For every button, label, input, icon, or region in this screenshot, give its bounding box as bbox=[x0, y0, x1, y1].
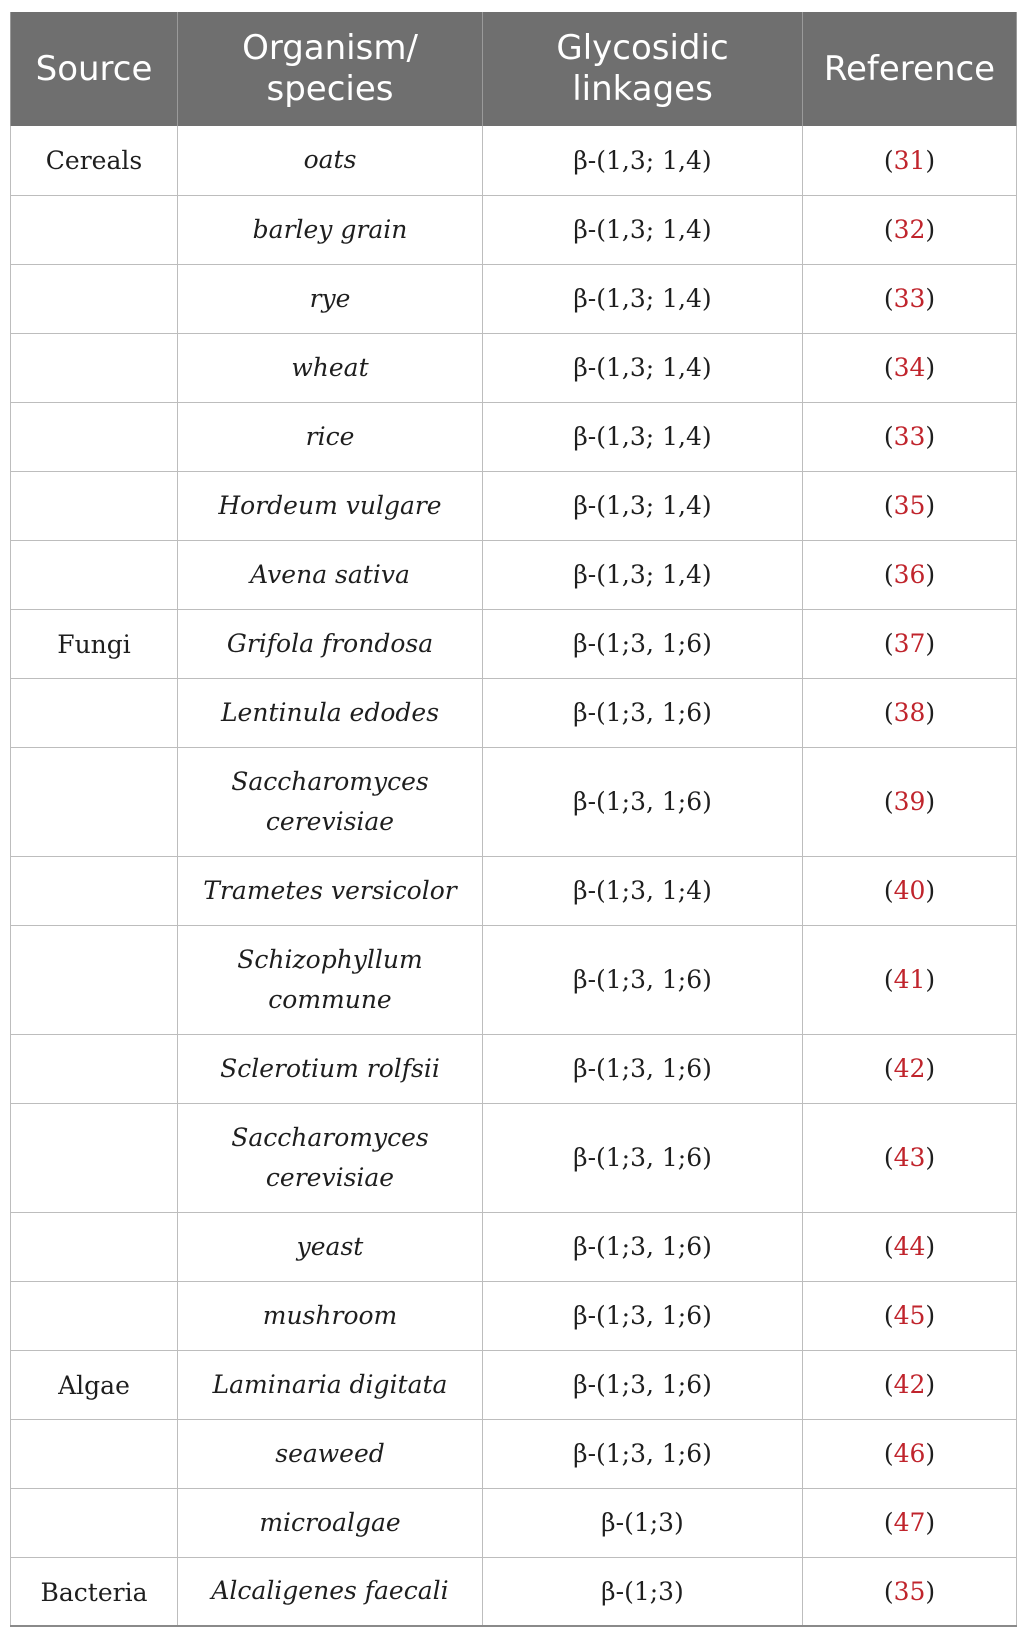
organism-line1: oats bbox=[303, 145, 357, 175]
organism-line1: Saccharomyces bbox=[231, 766, 429, 796]
source-cell bbox=[11, 1034, 178, 1103]
reference-link[interactable]: 42 bbox=[893, 1054, 926, 1083]
linkage-cell: β-(1;3, 1;6) bbox=[483, 747, 803, 856]
organism-line1: barley grain bbox=[252, 214, 408, 244]
organism-line2: cerevisiae bbox=[265, 1162, 395, 1192]
organism-line2: cerevisiae bbox=[265, 806, 395, 836]
organism-line1: rice bbox=[305, 421, 355, 451]
table-row bbox=[11, 1034, 1017, 1103]
table-row bbox=[11, 126, 1017, 195]
ref-close-paren: ) bbox=[925, 629, 936, 658]
ref-close-paren: ) bbox=[925, 284, 936, 313]
header-row bbox=[11, 12, 1017, 126]
reference-cell bbox=[803, 1557, 1017, 1626]
reference-link[interactable]: 46 bbox=[893, 1439, 926, 1468]
ref-close-paren: ) bbox=[925, 560, 936, 589]
ref-open-paren: ( bbox=[883, 1576, 894, 1606]
organism-cell bbox=[178, 333, 483, 402]
reference-link[interactable]: 47 bbox=[893, 1508, 926, 1537]
reference-link[interactable]: 33 bbox=[893, 284, 926, 313]
organism-cell bbox=[178, 402, 483, 471]
ref-open-paren: ( bbox=[883, 1232, 894, 1261]
reference-cell bbox=[803, 1419, 1017, 1488]
reference-cell bbox=[803, 333, 1017, 402]
ref-close-paren: ) bbox=[925, 1439, 936, 1468]
table-row bbox=[11, 925, 1017, 1034]
table-row bbox=[11, 747, 1017, 856]
organism-line1: microalgae bbox=[259, 1507, 401, 1537]
table-row bbox=[11, 540, 1017, 609]
linkage-cell: β-(1;3, 1;6) bbox=[483, 1212, 803, 1281]
ref-open-paren: ( bbox=[883, 353, 894, 382]
ref-open-paren: ( bbox=[883, 1439, 894, 1468]
organism-cell bbox=[178, 471, 483, 540]
reference-cell bbox=[803, 126, 1017, 195]
header-reference: Reference bbox=[803, 12, 1017, 126]
reference-link[interactable]: 35 bbox=[893, 491, 926, 520]
linkage-cell: β-(1;3, 1;6) bbox=[483, 1103, 803, 1212]
organism-cell bbox=[178, 126, 483, 195]
source-cell bbox=[11, 925, 178, 1034]
reference-link[interactable]: 33 bbox=[893, 422, 926, 451]
source-cell: Bacteria bbox=[11, 1557, 178, 1626]
ref-close-paren: ) bbox=[925, 353, 936, 382]
reference-link[interactable]: 37 bbox=[893, 629, 926, 658]
header-linkages-line2: linkages bbox=[572, 69, 713, 109]
reference-link[interactable]: 43 bbox=[893, 1143, 926, 1172]
ref-open-paren: ( bbox=[883, 629, 894, 658]
reference-cell bbox=[803, 925, 1017, 1034]
organism-cell bbox=[178, 747, 483, 856]
reference-link[interactable]: 45 bbox=[893, 1301, 926, 1330]
table-row bbox=[11, 1557, 1017, 1626]
organism-cell bbox=[178, 1350, 483, 1419]
reference-cell bbox=[803, 402, 1017, 471]
table-row bbox=[11, 195, 1017, 264]
reference-cell bbox=[803, 540, 1017, 609]
table-row bbox=[11, 1281, 1017, 1350]
table-row bbox=[11, 333, 1017, 402]
linkage-cell: β-(1;3, 1;6) bbox=[483, 1350, 803, 1419]
linkage-cell: β-(1,3; 1,4) bbox=[483, 333, 803, 402]
header-organism-line1: Organism/ bbox=[242, 28, 418, 68]
linkage-cell: β-(1,3; 1,4) bbox=[483, 195, 803, 264]
source-cell bbox=[11, 1488, 178, 1557]
reference-cell bbox=[803, 264, 1017, 333]
ref-open-paren: ( bbox=[883, 145, 894, 175]
organism-line1: Sclerotium rolfsii bbox=[220, 1053, 440, 1083]
ref-open-paren: ( bbox=[883, 1370, 894, 1399]
source-cell: Fungi bbox=[11, 609, 178, 678]
ref-open-paren: ( bbox=[883, 215, 894, 244]
linkage-cell: β-(1;3) bbox=[483, 1488, 803, 1557]
linkage-cell: β-(1,3; 1,4) bbox=[483, 264, 803, 333]
table-row bbox=[11, 1103, 1017, 1212]
organism-cell bbox=[178, 1212, 483, 1281]
table-row bbox=[11, 264, 1017, 333]
ref-close-paren: ) bbox=[925, 491, 936, 520]
table-row bbox=[11, 1488, 1017, 1557]
source-cell bbox=[11, 1212, 178, 1281]
ref-close-paren: ) bbox=[925, 1508, 936, 1537]
ref-open-paren: ( bbox=[883, 1143, 894, 1172]
linkage-cell: β-(1,3; 1,4) bbox=[483, 402, 803, 471]
source-cell bbox=[11, 333, 178, 402]
reference-cell bbox=[803, 1212, 1017, 1281]
linkage-cell: β-(1;3, 1;6) bbox=[483, 678, 803, 747]
reference-link[interactable]: 38 bbox=[893, 698, 926, 727]
ref-open-paren: ( bbox=[883, 422, 894, 451]
ref-open-paren: ( bbox=[883, 1054, 894, 1083]
organism-cell bbox=[178, 856, 483, 925]
source-cell bbox=[11, 195, 178, 264]
organism-cell bbox=[178, 609, 483, 678]
ref-open-paren: ( bbox=[883, 965, 894, 994]
linkage-cell: β-(1;3, 1;6) bbox=[483, 609, 803, 678]
linkage-cell: β-(1;3, 1;4) bbox=[483, 856, 803, 925]
reference-cell bbox=[803, 195, 1017, 264]
source-cell bbox=[11, 264, 178, 333]
organism-cell bbox=[178, 1488, 483, 1557]
reference-cell bbox=[803, 678, 1017, 747]
organism-cell bbox=[178, 195, 483, 264]
linkage-cell: β-(1;3, 1;6) bbox=[483, 925, 803, 1034]
organism-cell bbox=[178, 1034, 483, 1103]
ref-open-paren: ( bbox=[883, 491, 894, 520]
ref-close-paren: ) bbox=[925, 1301, 936, 1330]
organism-line1: yeast bbox=[296, 1231, 364, 1261]
organism-line2: commune bbox=[268, 984, 392, 1014]
header-organism-line2: species bbox=[266, 69, 394, 109]
organism-cell bbox=[178, 264, 483, 333]
linkage-cell: β-(1;3, 1;6) bbox=[483, 1034, 803, 1103]
source-cell bbox=[11, 1103, 178, 1212]
ref-open-paren: ( bbox=[883, 560, 894, 589]
reference-cell bbox=[803, 1281, 1017, 1350]
ref-close-paren: ) bbox=[925, 698, 936, 727]
ref-close-paren: ) bbox=[925, 787, 936, 816]
organism-line1: Hordeum vulgare bbox=[218, 490, 442, 520]
reference-link[interactable]: 31 bbox=[893, 145, 926, 175]
ref-open-paren: ( bbox=[883, 787, 894, 816]
source-cell bbox=[11, 856, 178, 925]
linkage-cell: β-(1,3; 1,4) bbox=[483, 471, 803, 540]
source-cell bbox=[11, 747, 178, 856]
organism-cell bbox=[178, 678, 483, 747]
ref-close-paren: ) bbox=[925, 876, 936, 905]
organism-line1: Schizophyllum bbox=[237, 944, 423, 974]
reference-link[interactable]: 44 bbox=[893, 1232, 926, 1261]
organism-line1: seaweed bbox=[275, 1438, 385, 1468]
organism-line1: mushroom bbox=[262, 1300, 398, 1330]
reference-link[interactable]: 42 bbox=[893, 1370, 926, 1399]
organism-line1: wheat bbox=[291, 352, 369, 382]
ref-close-paren: ) bbox=[925, 1232, 936, 1261]
table-row bbox=[11, 609, 1017, 678]
reference-cell bbox=[803, 1488, 1017, 1557]
organism-cell bbox=[178, 925, 483, 1034]
organism-cell bbox=[178, 1281, 483, 1350]
reference-cell bbox=[803, 1350, 1017, 1419]
table-row bbox=[11, 471, 1017, 540]
organism-cell bbox=[178, 1557, 483, 1626]
ref-open-paren: ( bbox=[883, 698, 894, 727]
source-cell bbox=[11, 471, 178, 540]
source-cell bbox=[11, 540, 178, 609]
ref-close-paren: ) bbox=[925, 965, 936, 994]
ref-close-paren: ) bbox=[925, 1576, 936, 1606]
ref-close-paren: ) bbox=[925, 215, 936, 244]
table-body bbox=[11, 126, 1017, 1626]
organism-line1: Saccharomyces bbox=[231, 1122, 429, 1152]
organism-line1: Alcaligenes faecali bbox=[211, 1576, 449, 1606]
table-row bbox=[11, 856, 1017, 925]
source-cell bbox=[11, 402, 178, 471]
ref-close-paren: ) bbox=[925, 1370, 936, 1399]
organism-cell bbox=[178, 1103, 483, 1212]
linkage-cell: β-(1;3, 1;6) bbox=[483, 1419, 803, 1488]
linkage-cell: β-(1;3, 1;6) bbox=[483, 1281, 803, 1350]
ref-close-paren: ) bbox=[925, 422, 936, 451]
source-cell: Algae bbox=[11, 1350, 178, 1419]
reference-cell bbox=[803, 1103, 1017, 1212]
table-row bbox=[11, 402, 1017, 471]
organism-line1: Avena sativa bbox=[250, 559, 410, 589]
organism-line1: Grifola frondosa bbox=[226, 628, 434, 658]
glucan-source-table bbox=[10, 12, 1017, 1627]
reference-link[interactable]: 35 bbox=[893, 1576, 926, 1606]
ref-open-paren: ( bbox=[883, 1301, 894, 1330]
header-linkages-line1: Glycosidic bbox=[556, 28, 729, 68]
ref-open-paren: ( bbox=[883, 1508, 894, 1537]
organism-line1: Laminaria digitata bbox=[212, 1369, 448, 1399]
linkage-cell: β-(1;3) bbox=[483, 1557, 803, 1626]
table-row bbox=[11, 1212, 1017, 1281]
source-cell bbox=[11, 678, 178, 747]
linkage-cell: β-(1,3; 1,4) bbox=[483, 126, 803, 195]
ref-close-paren: ) bbox=[925, 1054, 936, 1083]
reference-link[interactable]: 39 bbox=[893, 787, 926, 816]
reference-cell bbox=[803, 471, 1017, 540]
reference-link[interactable]: 36 bbox=[893, 560, 926, 589]
reference-link[interactable]: 32 bbox=[893, 215, 926, 244]
ref-close-paren: ) bbox=[925, 1143, 936, 1172]
ref-close-paren: ) bbox=[925, 145, 936, 175]
reference-link[interactable]: 40 bbox=[893, 876, 926, 905]
reference-cell bbox=[803, 1034, 1017, 1103]
organism-line1: Trametes versicolor bbox=[203, 875, 457, 905]
reference-cell bbox=[803, 856, 1017, 925]
table-row bbox=[11, 1419, 1017, 1488]
organism-cell bbox=[178, 1419, 483, 1488]
organism-cell bbox=[178, 540, 483, 609]
source-cell bbox=[11, 1419, 178, 1488]
header-linkages bbox=[483, 12, 803, 126]
table-header bbox=[11, 12, 1017, 126]
source-cell bbox=[11, 1281, 178, 1350]
header-organism bbox=[178, 12, 483, 126]
reference-link[interactable]: 41 bbox=[893, 965, 926, 994]
ref-open-paren: ( bbox=[883, 284, 894, 313]
ref-open-paren: ( bbox=[883, 876, 894, 905]
source-cell: Cereals bbox=[11, 126, 178, 195]
table-row bbox=[11, 678, 1017, 747]
organism-line1: Lentinula edodes bbox=[220, 697, 440, 727]
header-source: Source bbox=[11, 12, 178, 126]
table-row bbox=[11, 1350, 1017, 1419]
organism-line1: rye bbox=[309, 283, 351, 313]
reference-cell bbox=[803, 609, 1017, 678]
reference-cell bbox=[803, 747, 1017, 856]
reference-link[interactable]: 34 bbox=[893, 353, 926, 382]
linkage-cell: β-(1,3; 1,4) bbox=[483, 540, 803, 609]
